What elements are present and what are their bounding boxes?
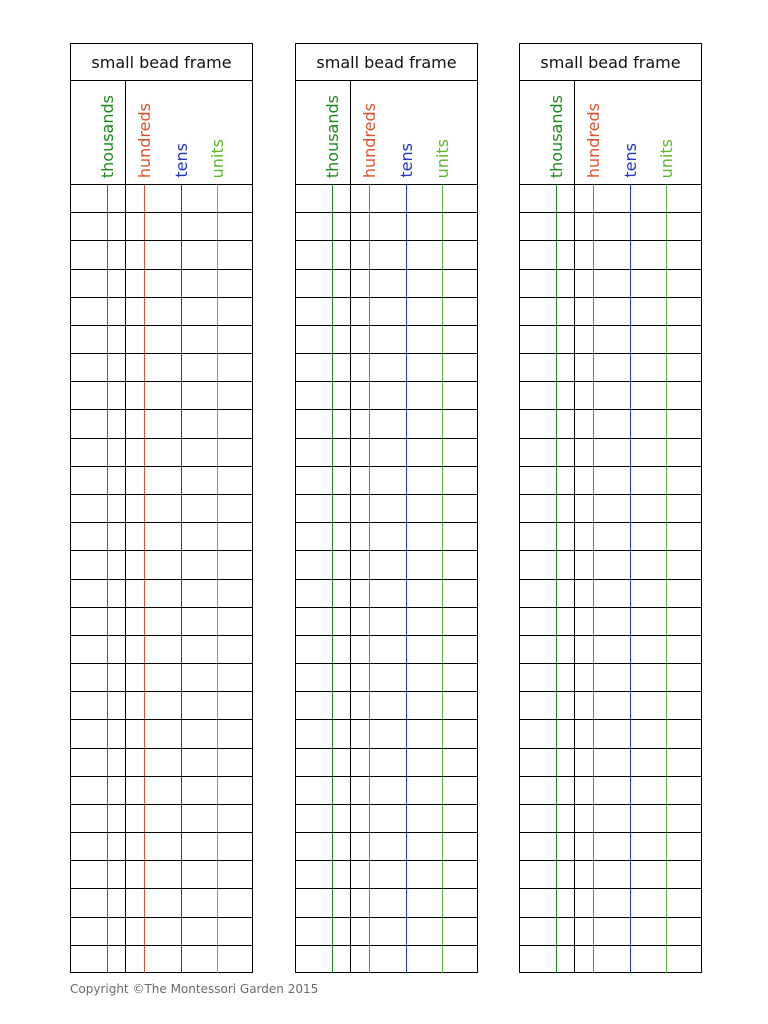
row-line — [520, 748, 701, 749]
rows-grid — [71, 184, 252, 973]
label-thousands: thousands — [323, 94, 342, 178]
label-tens: tens — [621, 143, 640, 178]
row-line — [71, 212, 252, 213]
row-line — [520, 860, 701, 861]
panel-title: small bead frame — [71, 44, 252, 81]
row-line — [296, 888, 477, 889]
row-line — [296, 607, 477, 608]
row-line — [296, 748, 477, 749]
row-line — [520, 663, 701, 664]
row-line — [520, 691, 701, 692]
row-line — [296, 917, 477, 918]
row-line — [296, 269, 477, 270]
row-line — [296, 297, 477, 298]
bead-frame-panel-1 — [70, 43, 253, 973]
row-line — [71, 691, 252, 692]
row-line — [71, 917, 252, 918]
row-line — [520, 917, 701, 918]
row-line — [71, 438, 252, 439]
row-line — [520, 297, 701, 298]
row-line — [71, 297, 252, 298]
row-line — [520, 240, 701, 241]
label-hundreds: hundreds — [135, 102, 154, 178]
row-line — [71, 466, 252, 467]
row-line — [520, 438, 701, 439]
row-line — [520, 607, 701, 608]
label-thousands: thousands — [98, 94, 117, 178]
row-line — [296, 240, 477, 241]
row-line — [71, 409, 252, 410]
row-line — [71, 579, 252, 580]
row-line — [296, 663, 477, 664]
row-line — [296, 184, 477, 185]
row-line — [520, 466, 701, 467]
row-line — [520, 184, 701, 185]
row-line — [520, 409, 701, 410]
row-line — [296, 466, 477, 467]
label-units: units — [657, 138, 676, 178]
label-tens: tens — [397, 143, 416, 178]
row-line — [296, 804, 477, 805]
row-line — [71, 522, 252, 523]
row-line — [296, 579, 477, 580]
row-line — [520, 212, 701, 213]
row-line — [520, 945, 701, 946]
row-line — [71, 860, 252, 861]
row-line — [71, 748, 252, 749]
row-line — [520, 832, 701, 833]
row-line — [71, 804, 252, 805]
row-line — [296, 409, 477, 410]
row-line — [520, 550, 701, 551]
row-line — [71, 353, 252, 354]
row-line — [71, 607, 252, 608]
row-line — [296, 691, 477, 692]
row-line — [520, 353, 701, 354]
row-line — [520, 325, 701, 326]
row-line — [296, 860, 477, 861]
row-line — [296, 635, 477, 636]
row-line — [520, 635, 701, 636]
row-line — [71, 550, 252, 551]
row-line — [296, 325, 477, 326]
label-hundreds: hundreds — [584, 102, 603, 178]
row-line — [71, 269, 252, 270]
label-units: units — [433, 138, 452, 178]
row-line — [71, 776, 252, 777]
row-line — [520, 776, 701, 777]
bead-frame-panel-2 — [295, 43, 478, 973]
rows-grid — [296, 184, 477, 973]
label-tens: tens — [172, 143, 191, 178]
row-line — [71, 184, 252, 185]
row-line — [71, 325, 252, 326]
row-line — [71, 663, 252, 664]
row-line — [71, 945, 252, 946]
panel-title: small bead frame — [520, 44, 701, 81]
row-line — [71, 635, 252, 636]
row-line — [296, 353, 477, 354]
rows-grid — [520, 184, 701, 973]
row-line — [296, 494, 477, 495]
row-line — [520, 888, 701, 889]
panel-title: small bead frame — [296, 44, 477, 81]
row-line — [71, 719, 252, 720]
row-line — [296, 438, 477, 439]
row-line — [71, 381, 252, 382]
copyright-footer: Copyright ©The Montessori Garden 2015 — [70, 982, 319, 996]
row-line — [520, 719, 701, 720]
row-line — [520, 494, 701, 495]
row-line — [520, 269, 701, 270]
column-header-area — [71, 81, 252, 184]
row-line — [296, 550, 477, 551]
label-thousands: thousands — [547, 94, 566, 178]
row-line — [520, 381, 701, 382]
bead-frame-panel-3 — [519, 43, 702, 973]
column-header-area — [296, 81, 477, 184]
row-line — [520, 804, 701, 805]
row-line — [71, 832, 252, 833]
label-hundreds: hundreds — [360, 102, 379, 178]
row-line — [296, 522, 477, 523]
row-line — [296, 776, 477, 777]
row-line — [296, 212, 477, 213]
row-line — [296, 945, 477, 946]
row-line — [296, 719, 477, 720]
row-line — [520, 579, 701, 580]
row-line — [71, 494, 252, 495]
row-line — [296, 832, 477, 833]
label-units: units — [208, 138, 227, 178]
row-line — [296, 381, 477, 382]
row-line — [71, 240, 252, 241]
column-header-area — [520, 81, 701, 184]
row-line — [71, 888, 252, 889]
row-line — [520, 522, 701, 523]
